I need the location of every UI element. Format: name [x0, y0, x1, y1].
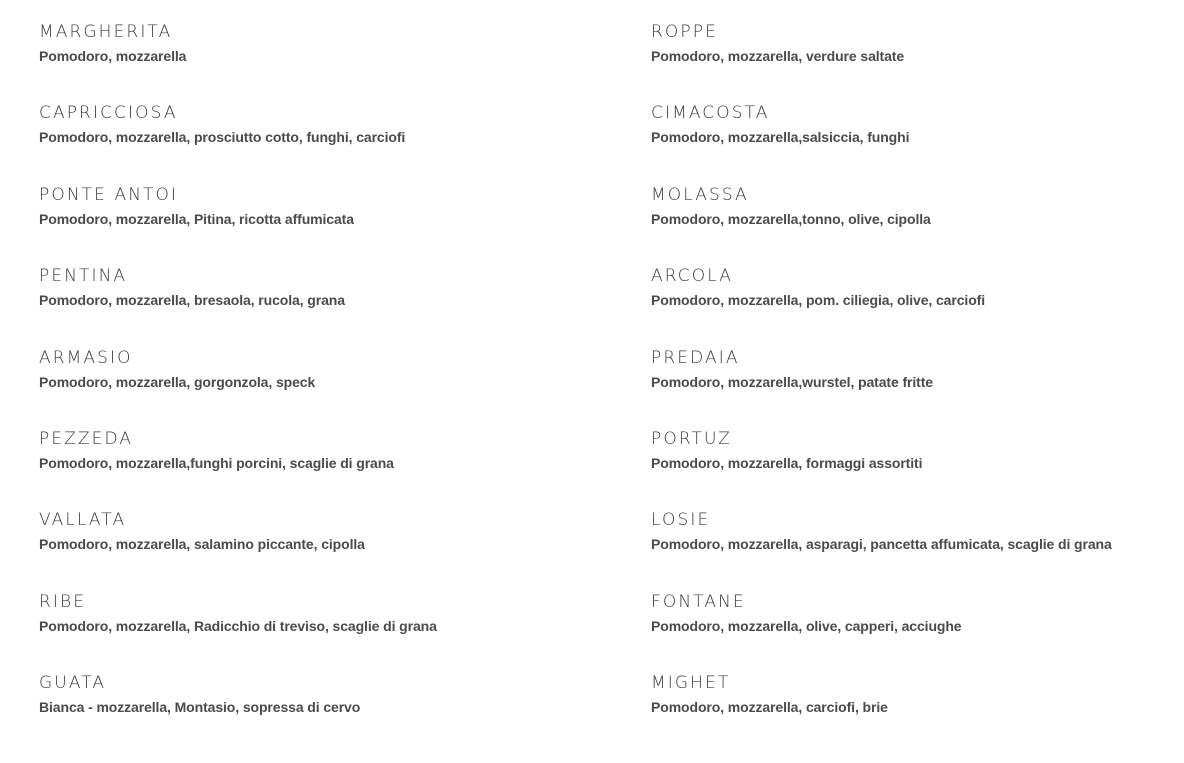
menu-item-name: GUATA: [39, 673, 107, 694]
menu-item-arcola: [651, 265, 1169, 346]
menu-item-portuz: [651, 428, 1169, 509]
menu-item-name: ROPPE: [651, 22, 718, 42]
menu-item-pezzeda: [39, 428, 651, 509]
menu-item-name: CIMACOSTA: [651, 103, 770, 124]
menu-item-ingredients: Pomodoro, mozzarella, Radicchio di treviso, scaglie di grana: [39, 617, 437, 634]
menu-item-ingredients: Pomodoro, mozzarella, olive, capperi, acciughe: [651, 617, 962, 634]
menu-item-name: PENTINA: [39, 266, 128, 287]
menu-item-ingredients: Pomodoro, mozzarella: [39, 48, 187, 64]
menu-item-ingredients: Bianca - mozzarella, Montasio, sopressa di cervo: [39, 699, 361, 716]
menu-item-name: FONTANE: [651, 591, 746, 612]
menu-item-ingredients: Pomodoro, mozzarella, bresaola, rucola, grana: [39, 292, 345, 309]
menu-item-vallata: [39, 509, 651, 590]
menu-item-name: ARCOLA: [651, 266, 733, 287]
menu-item-name: RIBE: [39, 591, 87, 612]
menu-item-pentina: [39, 265, 651, 346]
menu-item-ingredients: Pomodoro, mozzarella, prosciutto cotto, funghi, carciofi: [39, 129, 406, 146]
menu-item-name: PONTE ANTOI: [39, 184, 179, 205]
menu-item-ingredients: Pomodoro, mozzarella, pom. ciliegia, olive, carciofi: [651, 292, 985, 309]
menu-item-mighet: [651, 672, 1169, 753]
menu-item-name: PEZZEDA: [39, 428, 134, 449]
menu-item-name: VALLATA: [39, 510, 127, 531]
menu-item-ingredients: Pomodoro, mozzarella, carciofi, brie: [651, 699, 888, 716]
menu-item-name: MOLASSA: [651, 184, 749, 205]
menu-item-ponte-antoi: [39, 184, 651, 265]
menu-item-armasio: [39, 347, 651, 428]
menu-item-ingredients: Pomodoro, mozzarella, salamino piccante, cipolla: [39, 536, 365, 553]
menu-item-ribe: [39, 591, 651, 672]
menu-item-name: PREDAIA: [651, 347, 740, 368]
menu-item-ingredients: Pomodoro, mozzarella,funghi porcini, scaglie di grana: [39, 454, 394, 471]
menu-item-fontane: [651, 591, 1169, 672]
menu-item-name: ARMASIO: [39, 347, 133, 368]
menu-item-cimacosta: [651, 102, 1169, 183]
pizza-menu: [39, 21, 1169, 754]
menu-item-roppe: [651, 21, 1169, 102]
menu-item-margherita: [39, 21, 651, 102]
menu-item-ingredients: Pomodoro, mozzarella,salsiccia, funghi: [651, 129, 910, 146]
menu-item-name: MARGHERITA: [39, 22, 173, 42]
menu-item-ingredients: Pomodoro, mozzarella,wurstel, patate fritte: [651, 373, 933, 390]
menu-item-guata: [39, 672, 651, 753]
menu-item-ingredients: Pomodoro, mozzarella,tonno, olive, cipolla: [651, 210, 931, 227]
menu-item-molassa: [651, 184, 1169, 265]
menu-item-ingredients: Pomodoro, mozzarella, formaggi assortiti: [651, 454, 923, 471]
menu-item-losie: [651, 509, 1169, 590]
menu-item-ingredients: Pomodoro, mozzarella, asparagi, pancetta affumicata, scaglie di grana: [651, 536, 1112, 553]
menu-item-name: LOSIE: [651, 510, 711, 531]
menu-item-name: CAPRICCIOSA: [39, 103, 178, 124]
menu-item-ingredients: Pomodoro, mozzarella, verdure saltate: [651, 48, 905, 64]
menu-item-name: MIGHET: [651, 673, 731, 694]
menu-item-predaia: [651, 347, 1169, 428]
menu-item-name: PORTUZ: [651, 428, 732, 449]
menu-item-capricciosa: [39, 102, 651, 183]
menu-item-ingredients: Pomodoro, mozzarella, gorgonzola, speck: [39, 373, 316, 390]
menu-item-ingredients: Pomodoro, mozzarella, Pitina, ricotta affumicata: [39, 210, 354, 227]
